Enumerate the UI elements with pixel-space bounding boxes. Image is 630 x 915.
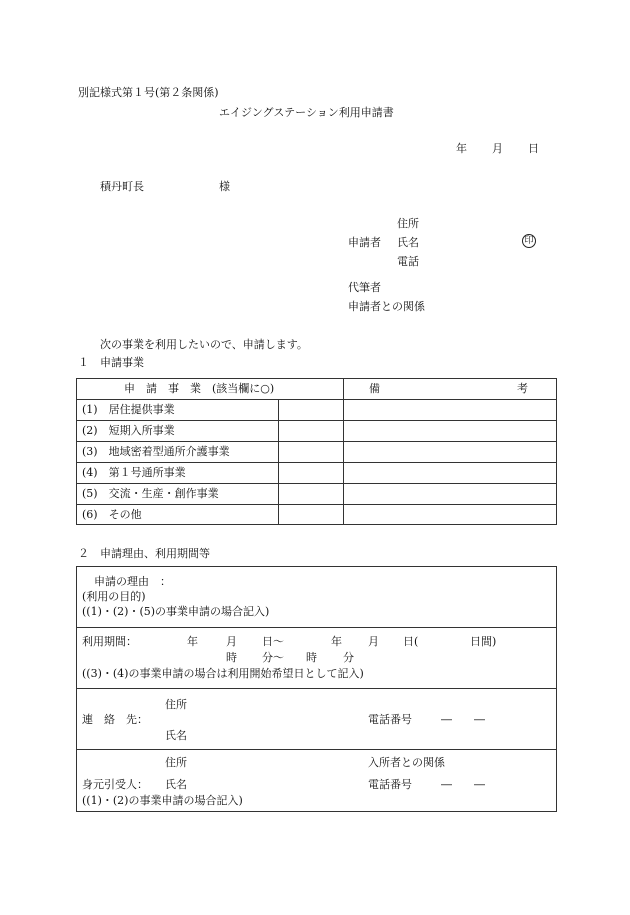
guarantor-phone-label: 電話番号 bbox=[368, 778, 412, 791]
service-row: (5) 交流・生産・創作事業 bbox=[82, 487, 219, 500]
guarantor-dash-1: ― bbox=[441, 778, 452, 791]
guarantor-label: 身元引受人： bbox=[82, 778, 148, 791]
contact-name-label: 氏名 bbox=[165, 729, 187, 742]
intro-text: 次の事業を利用したいので、申請します。 bbox=[100, 338, 308, 351]
period-minute: 分～ bbox=[262, 651, 284, 664]
period-label: 利用期間： bbox=[82, 635, 137, 648]
date-year-label: 年 bbox=[456, 142, 467, 155]
contact-dash-2: ― bbox=[474, 713, 485, 726]
period-month: 月 bbox=[226, 635, 237, 648]
date-day-label: 日 bbox=[528, 142, 539, 155]
applicant-role-label: 申請者 bbox=[348, 236, 381, 249]
reason-note: ((1)・(2)・(5)の事業申請の場合記入) bbox=[82, 605, 270, 618]
guarantor-dash-2: ― bbox=[474, 778, 485, 791]
relation-label: 申請者との関係 bbox=[348, 300, 425, 313]
form-number: 別記様式第１号(第２条関係) bbox=[78, 86, 219, 99]
period-day: 日～ bbox=[262, 635, 284, 648]
table-header-remarks-1: 備 bbox=[369, 382, 380, 395]
period-year-end: 年 bbox=[331, 635, 342, 648]
applicant-name-label: 氏名 bbox=[397, 236, 419, 249]
period-days: 日間) bbox=[470, 635, 497, 648]
period-note: ((3)・(4)の事業申請の場合は利用開始希望日として記入) bbox=[82, 667, 364, 680]
contact-dash-1: ― bbox=[441, 713, 452, 726]
period-hour-end: 時 bbox=[306, 651, 317, 664]
proxy-label: 代筆者 bbox=[348, 281, 381, 294]
period-day-end: 日( bbox=[403, 635, 419, 648]
service-row: (2) 短期入所事業 bbox=[82, 424, 175, 437]
guarantor-address-label: 住所 bbox=[165, 756, 187, 769]
service-row: (6) その他 bbox=[82, 508, 142, 521]
service-row: (4) 第１号通所事業 bbox=[82, 466, 186, 479]
page-title: エイジングステーション利用申請書 bbox=[219, 106, 394, 119]
reason-label: 申請の理由 ： bbox=[94, 575, 171, 588]
contact-label: 連 絡 先： bbox=[82, 713, 148, 726]
period-minute-end: 分 bbox=[343, 651, 354, 664]
addressee: 積丹町長 bbox=[100, 180, 144, 193]
service-row: (3) 地域密着型通所介護事業 bbox=[82, 445, 230, 458]
section1-heading: １ 申請事業 bbox=[78, 356, 144, 369]
reason-sub: (利用の目的) bbox=[82, 590, 146, 603]
service-row: (1) 居住提供事業 bbox=[82, 403, 175, 416]
section2-heading: ２ 申請理由、利用期間等 bbox=[78, 547, 210, 560]
guarantor-note: ((1)・(2)の事業申請の場合記入) bbox=[82, 794, 243, 807]
table-header-service: 申 請 事 業 (該当欄に○) bbox=[124, 382, 275, 395]
date-month-label: 月 bbox=[492, 142, 503, 155]
details-table bbox=[76, 566, 557, 812]
guarantor-relation-label: 入所者との関係 bbox=[368, 756, 445, 769]
seal-mark: 印 bbox=[522, 234, 536, 248]
guarantor-name-label: 氏名 bbox=[165, 778, 187, 791]
contact-address-label: 住所 bbox=[165, 698, 187, 711]
period-month-end: 月 bbox=[368, 635, 379, 648]
table-header-remarks-2: 考 bbox=[517, 382, 528, 395]
period-hour: 時 bbox=[226, 651, 237, 664]
period-year: 年 bbox=[187, 635, 198, 648]
applicant-address-label: 住所 bbox=[397, 217, 419, 230]
contact-phone-label: 電話番号 bbox=[368, 713, 412, 726]
honorific: 様 bbox=[219, 180, 230, 193]
applicant-phone-label: 電話 bbox=[397, 255, 419, 268]
